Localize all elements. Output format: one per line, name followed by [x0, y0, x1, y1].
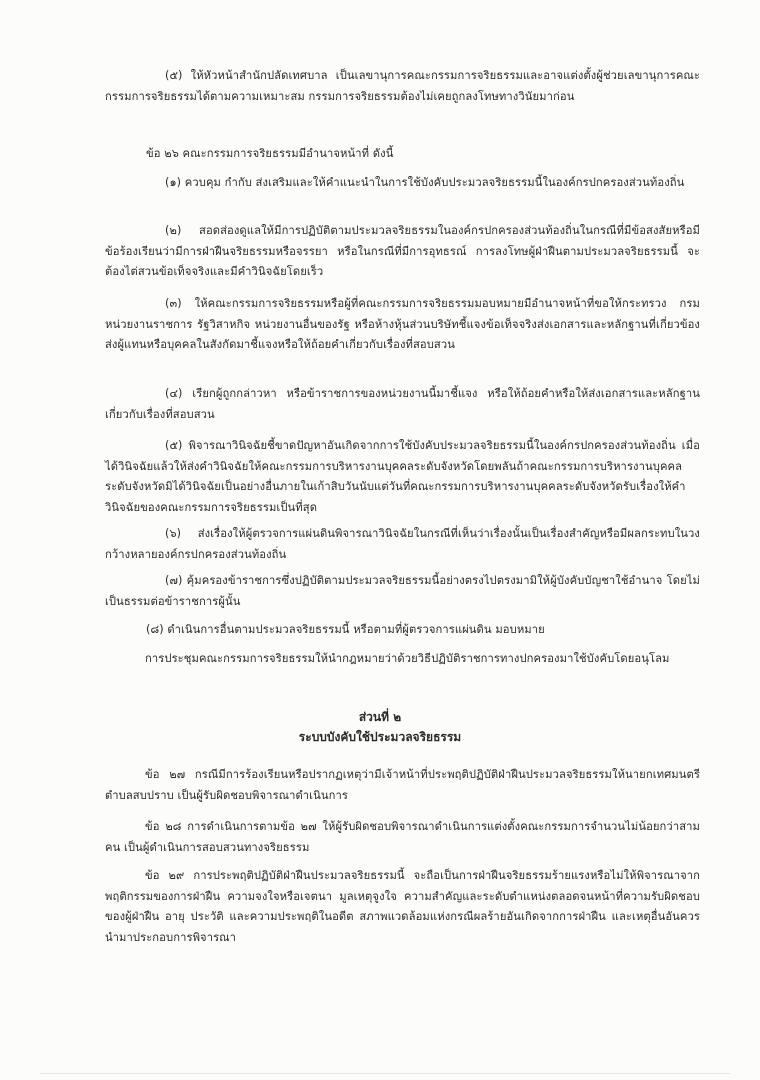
paragraph-duty-2: (๒) สอดส่องดูแลให้มีการปฏิบัติตามประมวลจริยธรรมในองค์กรปกครองส่วนท้องถิ่นในกรณีที่มีข้อสงสัยหรือมีข้อร้องเรียนว่ามีการฝ่าฝืนจริยธรรมหรือจรรยา หรือในกรณีที่มีการอุทธรณ์ การลงโทษผู้ฝ่าฝืนตามประมวลจริยธรรมนี้ จะต้องไต่สวนข้อเท็จจริงและมีคำวินิจฉัยโดยเร็ว: [105, 224, 700, 278]
paragraph-duty-5: (๕) พิจารณาวินิจฉัยชี้ขาดปัญหาอันเกิดจากการใช้บังคับประมวลจริยธรรมนี้ในองค์กรปกครองส่วนท้องถิ่น เมื่อได้วินิจฉัยแล้วให้ส่งคำวินิจฉัยให้คณะกรรมการบริหารงานบุคคลระดับจังหวัดโดยพลันถ้าคณะกรรมการบริหารงานบุคคลระดับจังหวัดมิได้วินิจฉัยเป็นอย่างอื่นภายในเก้าสิบวันนับแต่วันที่คณะกรรมการบริหารงานบุคคลระดับจังหวัดรับเรื่องให้คำวินิจฉัยของคณะกรรมการจริยธรรมเป็นที่สุด: [105, 439, 700, 514]
section-number: ส่วนที่ ๒: [358, 710, 402, 724]
paragraph-duty-6: (๖) ส่งเรื่องให้ผู้ตรวจการแผ่นดินพิจารณาวินิจฉัยในกรณีที่เห็นว่าเรื่องนั้นเป็นเรื่องสำคัญหรือมีผลกระทบในวงกว้างหลายองค์กรปกครองส่วนท้องถิ่น: [105, 527, 700, 561]
paragraph-duty-1: (๑) ควบคุม กำกับ ส่งเสริมและให้คำแนะนำในการใช้บังคับประมวลจริยธรรมนี้ในองค์กรปกครองส่วนท้องถิ่น: [165, 176, 685, 189]
paragraph-duty-7: (๗) คุ้มครองข้าราชการซึ่งปฏิบัติตามประมวลจริยธรรมนี้อย่างตรงไปตรงมามิให้ผู้บังคับบัญชาใช้อำนาจ โดยไม่เป็นธรรมต่อข้าราชการผู้นั้น: [105, 574, 700, 608]
paragraph-meeting: การประชุมคณะกรรมการจริยธรรมให้นำกฎหมายว่าด้วยวิธีปฏิบัติราชการทางปกครองมาใช้บังคับโดยอนุโลม: [145, 652, 670, 665]
section-title: ระบบบังคับใช้ประมวลจริยธรรม: [298, 730, 462, 744]
page-edge-line: [40, 1073, 730, 1074]
paragraph-article-27: ข้อ ๒๗ กรณีมีการร้องเรียนหรือปรากฏเหตุว่ามีเจ้าหน้าที่ประพฤติปฏิบัติฝ่าฝืนประมวลจริยธรรมให้นายกเทศมนตรีตำบลสบปราบ เป็นผู้รับผิดชอบพิจารณาดำเนินการ: [105, 768, 700, 802]
paragraph-article-26: ข้อ ๒๖ คณะกรรมการจริยธรรมมีอำนาจหน้าที่ ดังนี้: [146, 147, 394, 160]
paragraph-duty-4: (๔) เรียกผู้ถูกกล่าวหา หรือข้าราชการของหน่วยงานนี้มาชี้แจง หรือให้ถ้อยคำหรือให้ส่งเอกสารและหลักฐานเกี่ยวกับเรื่องที่สอบสวน: [105, 387, 700, 421]
paragraph-article-28: ข้อ ๒๘ การดำเนินการตามข้อ ๒๗ ให้ผู้รับผิดชอบพิจารณาดำเนินการแต่งตั้งคณะกรรมการจำนวนไม่น้อยกว่าสามคน เป็นผู้ดำเนินการสอบสวนทางจริยธรรม: [105, 820, 700, 854]
paragraph-duty-3: (๓) ให้คณะกรรมการจริยธรรมหรือผู้ที่คณะกรรมการจริยธรรมมอบหมายมีอำนาจหน้าที่ขอให้กระทรวง กรม หน่วยงานราชการ รัฐวิสาหกิจ หน่วยงานอื่นของรัฐ หรือห้างหุ้นส่วนบริษัทชี้แจงข้อเท็จจริงส่งเอกสารและหลักฐานที่เกี่ยวข้อง ส่งผู้แทนหรือบุคคลในสังกัดมาชี้แจงหรือให้ถ้อยคำเกี่ยวกับเรื่องที่สอบสวน: [105, 297, 700, 351]
paragraph-article-29: ข้อ ๒๙ การประพฤติปฏิบัติฝ่าฝืนประมวลจริยธรรมนี้ จะถือเป็นการฝ่าฝืนจริยธรรมร้ายแรงหรือไม่ให้พิจารณาจากพฤติกรรมของการฝ่าฝืน ความจงใจหรือเจตนา มูลเหตุจูงใจ ความสำคัญและระดับตำแหน่งตลอดจนหน้าที่ความรับผิดชอบของผู้ฝ่าฝืน อายุ ประวัติ และความประพฤติในอดีต สภาพแวดล้อมแห่งกรณีผลร้ายอันเกิดจากการฝ่าฝืน และเหตุอื่นอันควรนำมาประกอบการพิจารณา: [105, 869, 700, 944]
paragraph-duty-8: (๘) ดำเนินการอื่นตามประมวลจริยธรรมนี้ หรือตามที่ผู้ตรวจการแผ่นดิน มอบหมาย: [146, 623, 545, 636]
paragraph-secretary: (๕) ให้หัวหน้าสำนักปลัดเทศบาล เป็นเลขานุการคณะกรรมการจริยธรรมและอาจแต่งตั้งผู้ช่วยเลขานุการคณะกรรมการจริยธรรมได้ตามความเหมาะสม กรรมการจริยธรรมต้องไม่เคยถูกลงโทษทางวินัยมาก่อน: [105, 69, 700, 103]
